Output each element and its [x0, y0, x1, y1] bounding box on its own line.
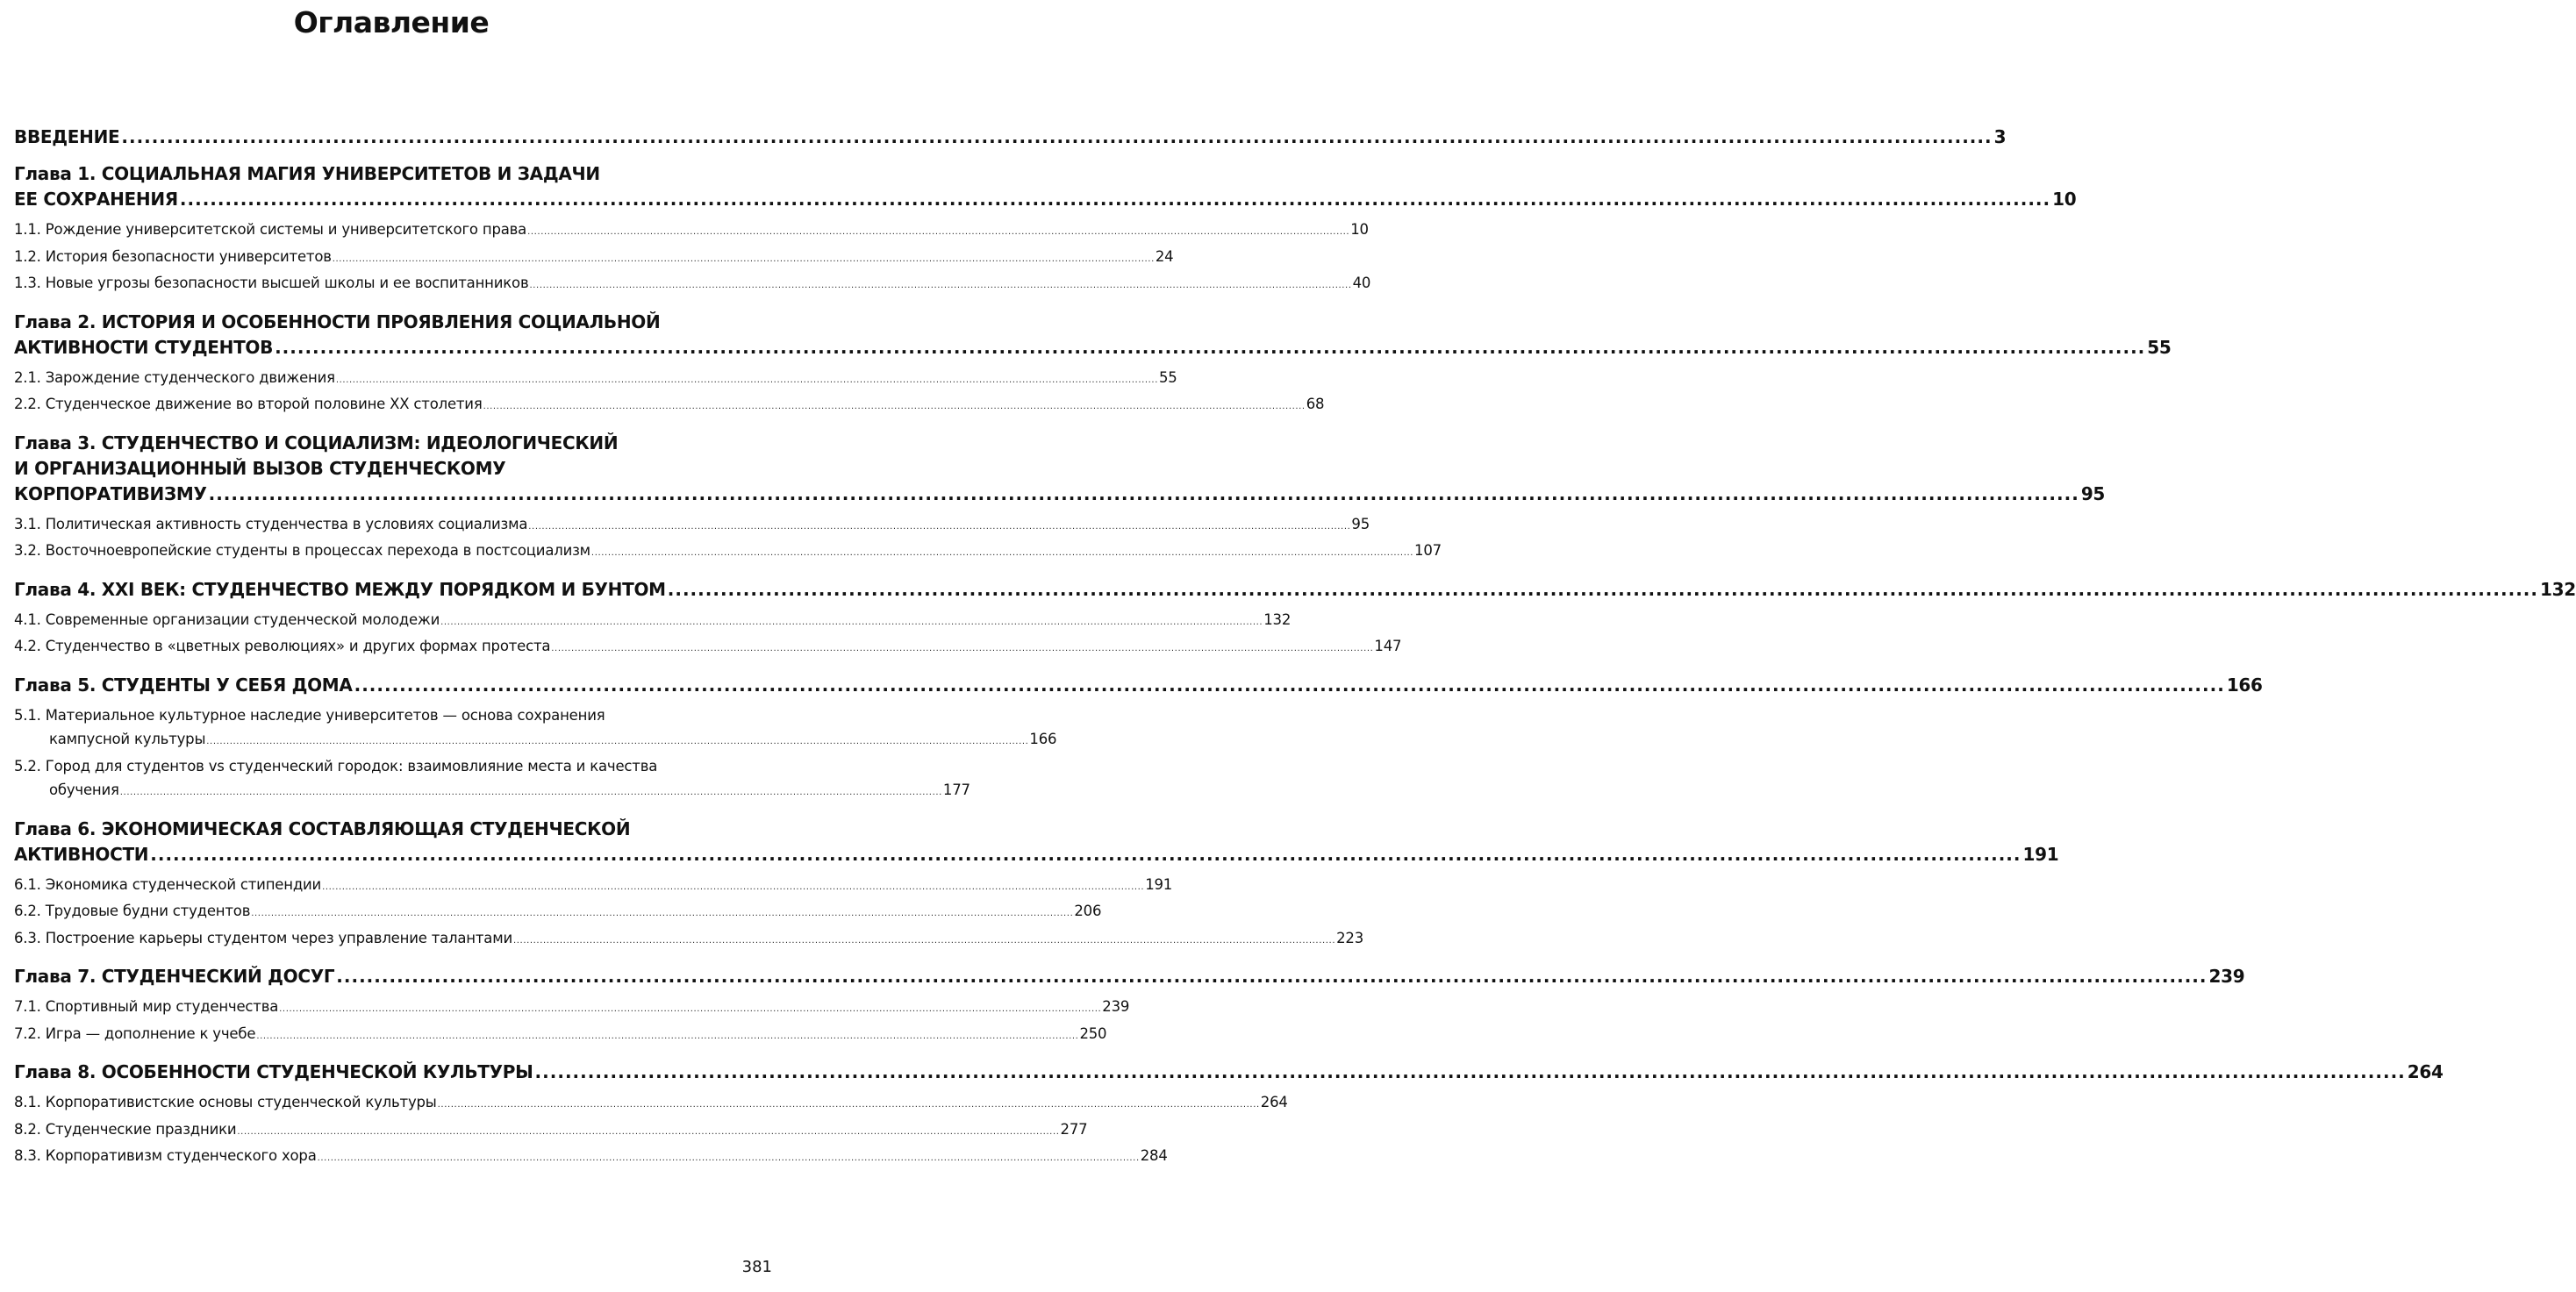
dot-leader: ........................................................................................................................................................................................................................................................	[208, 482, 2079, 504]
toc-chapter-1	[14, 161, 2077, 298]
section-1-3[interactable]	[14, 271, 1371, 298]
page-title: Оглавление	[293, 5, 490, 39]
section-page: 264	[1260, 1094, 1288, 1110]
section-page: 132	[1263, 610, 1292, 628]
chapter-1-page: 10	[2052, 189, 2077, 210]
chapter-6-title-line-2[interactable]	[14, 842, 2059, 867]
toc-intro	[14, 125, 2007, 150]
chapter-5-title-text: Глава 5. СТУДЕНТЫ У СЕБЯ ДОМА	[14, 674, 353, 696]
chapter-3-title-line-2[interactable]: И ОРГАНИЗАЦИОННЫЙ ВЫЗОВ СТУДЕНЧЕСКОМУ	[14, 457, 506, 479]
dot-leader: ........................................................................................................................................................................................................................................................	[332, 253, 1155, 264]
chapter-4-title[interactable]	[14, 577, 2576, 603]
dot-leader: ........................................................................................................................................................................................................................................................	[237, 1126, 1060, 1137]
section-page: 95	[1351, 515, 1370, 532]
dot-leader: ........................................................................................................................................................................................................................................................	[121, 126, 1993, 147]
chapter-3-title-end: КОРПОРАТИВИЗМУ	[14, 482, 207, 504]
section-page: 284	[1140, 1147, 1168, 1164]
chapter-4-title-text: Глава 4. XXI ВЕК: СТУДЕНЧЕСТВО МЕЖДУ ПОРЯДКОМ И БУНТОМ	[14, 578, 666, 600]
section-2-1[interactable]	[14, 366, 1177, 393]
section-label: 6.3. Построение карьеры студентом через управление талантами	[14, 929, 512, 946]
dot-leader: ........................................................................................................................................................................................................................................................	[279, 1004, 1102, 1014]
chapter-4-page: 132	[2539, 578, 2576, 600]
section-2-2[interactable]	[14, 392, 1325, 419]
chapter-3-title-line-1[interactable]: Глава 3. СТУДЕНЧЕСТВО И СОЦИАЛИЗМ: ИДЕОЛОГИЧЕСКИЙ	[14, 432, 619, 453]
section-label: 8.2. Студенческие праздники	[14, 1120, 237, 1138]
dot-leader: ........................................................................................................................................................................................................................................................	[527, 227, 1350, 237]
section-3-2[interactable]	[14, 539, 1442, 566]
toc-chapter-6	[14, 817, 2059, 953]
section-label: 1.1. Рождение университетской системы и университетского права	[14, 221, 527, 238]
section-7-2[interactable]	[14, 1022, 1107, 1049]
dot-leader: ........................................................................................................................................................................................................................................................	[179, 189, 2051, 210]
section-page: 177	[942, 782, 970, 798]
section-page: 223	[1336, 929, 1364, 946]
chapter-2-title-line-2[interactable]	[14, 335, 2172, 360]
dot-leader: ........................................................................................................................................................................................................................................................	[251, 909, 1074, 918]
chapter-2-title-line-1[interactable]: Глава 2. ИСТОРИЯ И ОСОБЕННОСТИ ПРОЯВЛЕНИЯ СОЦИАЛЬНОЙ	[14, 311, 661, 332]
toc-chapter-3	[14, 431, 2106, 566]
dot-leader: ........................................................................................................................................................................................................................................................	[529, 281, 1352, 290]
section-1-1[interactable]	[14, 218, 1369, 245]
page-number: 381	[741, 1258, 772, 1276]
section-label: 5.1. Материальное культурное наследие университетов — основа сохранения	[14, 706, 605, 724]
section-label: 6.2. Трудовые будни студентов	[14, 903, 251, 919]
toc-chapter-2	[14, 310, 2172, 419]
section-page: 166	[1029, 731, 1057, 747]
dot-leader: ........................................................................................................................................................................................................................................................	[150, 843, 2021, 865]
dot-leader: ........................................................................................................................................................................................................................................................	[275, 336, 2146, 358]
chapter-5-page: 166	[2226, 674, 2263, 696]
section-label: 7.1. Спортивный мир студенчества	[14, 998, 279, 1015]
section-label: 3.1. Политическая активность студенчества в условиях социализма	[14, 515, 528, 532]
section-8-1[interactable]	[14, 1090, 1288, 1117]
dot-leader: ........................................................................................................................................................................................................................................................	[590, 548, 1414, 558]
section-label-continued: обучения	[49, 782, 119, 798]
section-label: 1.3. Новые угрозы безопасности высшей школы и ее воспитанников	[14, 275, 529, 291]
section-5-2[interactable]	[14, 754, 970, 805]
section-label: 2.1. Зарождение студенческого движения	[14, 368, 335, 386]
section-page: 147	[1374, 638, 1402, 654]
chapter-2-page: 55	[2147, 336, 2172, 358]
chapter-6-page: 191	[2022, 843, 2059, 865]
section-6-1[interactable]	[14, 873, 1173, 900]
section-3-1[interactable]	[14, 512, 1370, 539]
dot-leader: ........................................................................................................................................................................................................................................................	[440, 617, 1263, 627]
chapter-8-title[interactable]	[14, 1060, 2444, 1085]
section-label: 7.2. Игра — дополнение к учебе	[14, 1024, 256, 1042]
table-of-contents	[14, 125, 2576, 1182]
dot-leader: ........................................................................................................................................................................................................................................................	[119, 788, 942, 797]
dot-leader: ........................................................................................................................................................................................................................................................	[336, 966, 2207, 987]
dot-leader: ........................................................................................................................................................................................................................................................	[354, 674, 2225, 696]
chapter-3-page: 95	[2080, 482, 2106, 504]
toc-chapter-8	[14, 1060, 2444, 1171]
section-label: 5.2. Город для студентов vs студенческий городок: взаимовлияние места и качества	[14, 757, 658, 774]
dot-leader: ........................................................................................................................................................................................................................................................	[256, 1031, 1079, 1041]
dot-leader: ........................................................................................................................................................................................................................................................	[206, 737, 1029, 746]
dot-leader: ........................................................................................................................................................................................................................................................	[551, 644, 1374, 653]
section-label: 4.2. Студенчество в «цветных революциях» и других формах протеста	[14, 638, 551, 654]
section-label-continued: кампусной культуры	[49, 731, 206, 747]
section-page: 40	[1352, 275, 1371, 291]
chapter-7-title[interactable]	[14, 964, 2245, 989]
chapter-8-page: 264	[2407, 1061, 2444, 1082]
section-label: 8.1. Корпоративистские основы студенческой культуры	[14, 1094, 437, 1110]
chapter-5-title[interactable]	[14, 673, 2263, 698]
section-5-1[interactable]	[14, 703, 1057, 754]
section-page: 107	[1414, 542, 1442, 559]
section-4-1[interactable]	[14, 608, 1292, 635]
section-page: 24	[1155, 247, 1174, 265]
section-label: 1.2. История безопасности университетов	[14, 247, 332, 265]
chapter-3-title-line-3[interactable]	[14, 482, 2106, 507]
section-label: 4.1. Современные организации студенческой молодежи	[14, 610, 440, 628]
chapter-1-title-line-1[interactable]: Глава 1. СОЦИАЛЬНАЯ МАГИЯ УНИВЕРСИТЕТОВ И ЗАДАЧИ	[14, 163, 600, 184]
chapter-8-title-text: Глава 8. ОСОБЕННОСТИ СТУДЕНЧЕСКОЙ КУЛЬТУРЫ	[14, 1061, 533, 1082]
section-label: 8.3. Корпоративизм студенческого хора	[14, 1147, 317, 1164]
section-1-2[interactable]	[14, 245, 1174, 272]
section-page: 191	[1145, 875, 1173, 893]
section-page: 10	[1350, 221, 1369, 238]
section-page: 277	[1060, 1120, 1088, 1138]
dot-leader: ........................................................................................................................................................................................................................................................	[528, 521, 1351, 532]
section-label: 2.2. Студенческое движение во второй половине XX столетия	[14, 396, 483, 412]
dot-leader: ........................................................................................................................................................................................................................................................	[322, 882, 1145, 892]
dot-leader: ........................................................................................................................................................................................................................................................	[437, 1100, 1260, 1110]
chapter-2-title-end: АКТИВНОСТИ СТУДЕНТОВ	[14, 336, 274, 358]
chapter-1-title-line-2[interactable]	[14, 187, 2077, 212]
section-8-3[interactable]	[14, 1144, 1168, 1171]
intro-page: 3	[1993, 126, 2007, 147]
dot-leader: ........................................................................................................................................................................................................................................................	[483, 402, 1306, 411]
dot-leader: ........................................................................................................................................................................................................................................................	[667, 578, 2538, 600]
dot-leader: ........................................................................................................................................................................................................................................................	[534, 1061, 2406, 1082]
section-4-2[interactable]	[14, 634, 1402, 661]
section-page: 55	[1159, 368, 1177, 386]
dot-leader: ........................................................................................................................................................................................................................................................	[317, 1153, 1140, 1163]
section-label: 6.1. Экономика студенческой стипендии	[14, 875, 322, 893]
intro-label: ВВЕДЕНИЕ	[14, 126, 120, 147]
section-label: 3.2. Восточноевропейские студенты в процессах перехода в постсоциализм	[14, 542, 590, 559]
section-page: 68	[1306, 396, 1325, 412]
section-page: 206	[1074, 903, 1102, 919]
section-8-2[interactable]	[14, 1117, 1088, 1145]
toc-chapter-4	[14, 577, 2576, 661]
toc-chapter-7	[14, 964, 2245, 1048]
section-page: 250	[1079, 1024, 1107, 1042]
section-6-2[interactable]	[14, 899, 1102, 926]
chapter-7-page: 239	[2208, 966, 2245, 987]
chapter-6-title-line-1[interactable]: Глава 6. ЭКОНОМИЧЕСКАЯ СОСТАВЛЯЮЩАЯ СТУДЕНЧЕСКОЙ	[14, 817, 631, 839]
chapter-1-title-end: ЕЕ СОХРАНЕНИЯ	[14, 189, 178, 210]
dot-leader: ........................................................................................................................................................................................................................................................	[512, 935, 1336, 946]
toc-chapter-5	[14, 673, 2263, 805]
chapter-7-title-text: Глава 7. СТУДЕНЧЕСКИЙ ДОСУГ	[14, 966, 335, 987]
section-7-1[interactable]	[14, 995, 1130, 1022]
section-page: 239	[1102, 998, 1130, 1015]
section-6-3[interactable]	[14, 926, 1364, 953]
chapter-6-title-end: АКТИВНОСТИ	[14, 843, 149, 865]
dot-leader: ........................................................................................................................................................................................................................................................	[335, 375, 1158, 385]
intro-line[interactable]	[14, 125, 2007, 150]
